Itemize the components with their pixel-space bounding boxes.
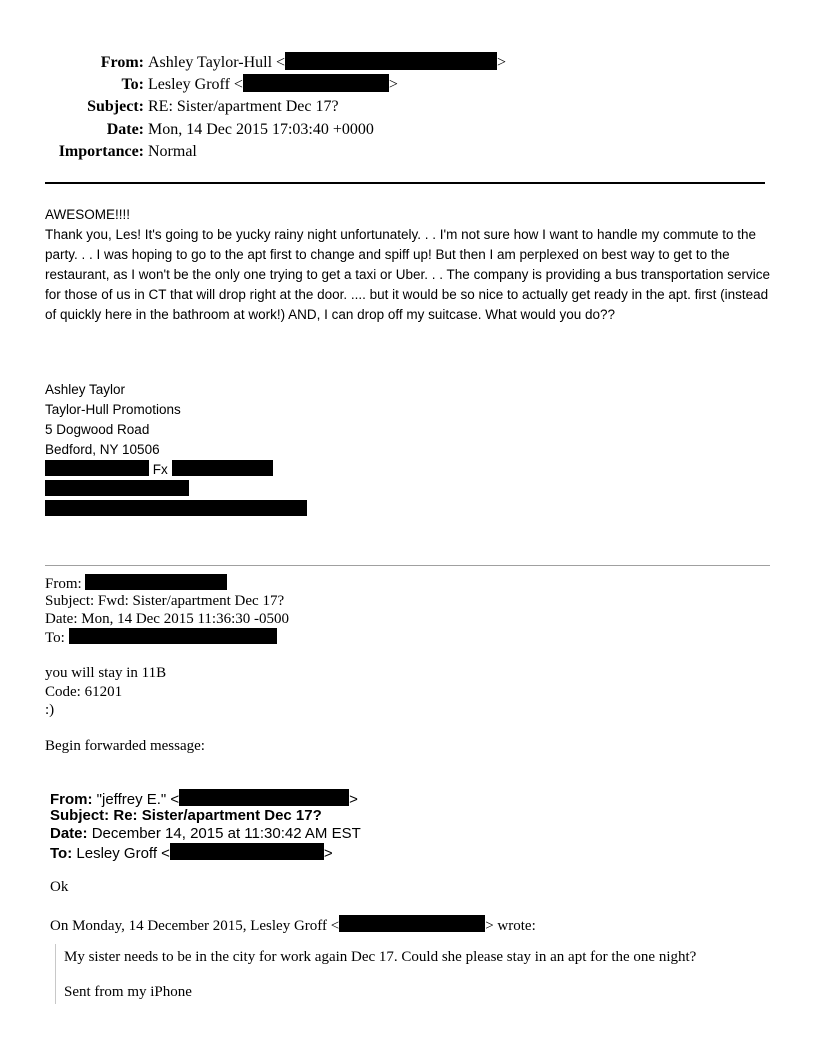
redaction-bar (69, 628, 277, 644)
quoted-line: My sister needs to be in the city for work again Dec 17. Could she please stay in an apt for the one night? (64, 949, 697, 965)
header-to-row (44, 74, 506, 96)
signature-fax-label: Fx (152, 462, 168, 477)
signature-redacted-line (45, 480, 445, 500)
forward-note-line: Code: 61201 (45, 683, 123, 700)
forward-note-line: :) (45, 702, 55, 718)
inner-date-label: Date: (50, 825, 88, 842)
signature (45, 380, 445, 520)
forwarded-from (45, 574, 289, 592)
inner-header (50, 789, 361, 861)
quoted-signature: Sent from my iPhone (64, 984, 192, 1000)
forwarded-from-label: From: (45, 576, 82, 592)
signature-name: Ashley Taylor (45, 382, 126, 397)
attribution-suffix: > wrote: (485, 918, 536, 934)
forwarded-header (45, 574, 289, 646)
inner-date-value: December 14, 2015 at 11:30:42 AM EST (91, 825, 361, 842)
forwarded-subject: Subject: Fwd: Sister/apartment Dec 17? (45, 593, 285, 609)
to-close: > (388, 76, 398, 94)
importance-label: Importance: (58, 142, 144, 160)
redaction-bar (45, 500, 307, 516)
from-label: From: (100, 54, 144, 71)
inner-from-close: > (349, 791, 358, 808)
begin-forwarded-label: Begin forwarded message: (45, 738, 205, 754)
redaction-bar (45, 480, 189, 496)
from-name: Ashley Taylor-Hull < (148, 54, 286, 71)
from-close: > (497, 54, 507, 71)
email-header (44, 52, 506, 163)
signature-street: 5 Dogwood Road (45, 422, 150, 437)
inner-from-label: From: (50, 791, 93, 808)
redaction-bar (339, 915, 485, 932)
forwarded-to (45, 628, 289, 646)
inner-subject-value: Re: Sister/apartment Dec 17? (113, 807, 322, 824)
subject-value: RE: Sister/apartment Dec 17? (148, 98, 339, 116)
forwarded-date: Date: Mon, 14 Dec 2015 11:36:30 -0500 (45, 611, 289, 627)
forwarded-to-label: To: (45, 630, 65, 646)
forward-divider (45, 565, 770, 566)
signature-city: Bedford, NY 10506 (45, 442, 160, 457)
inner-to (50, 843, 361, 861)
attribution-prefix: On Monday, 14 December 2015, Lesley Groff < (50, 918, 340, 934)
body-greeting: AWESOME!!!! (45, 207, 131, 222)
date-value: Mon, 14 Dec 2015 17:03:40 +0000 (148, 120, 374, 138)
signature-redacted-line (45, 500, 445, 520)
header-from-row (44, 52, 506, 74)
redaction-bar (170, 843, 324, 860)
inner-to-label: To: (50, 845, 73, 862)
redaction-bar (85, 574, 227, 590)
to-label: To: (121, 76, 144, 94)
forward-note (45, 664, 166, 720)
reply-ok: Ok (50, 879, 69, 895)
header-importance-row (44, 141, 506, 163)
quote-attribution (50, 915, 536, 935)
date-label: Date: (106, 120, 144, 138)
body-paragraph: Thank you, Les! It's going to be yucky rainy night unfortunately. . . I'm not sure how I want to handle my commute to the party. . . I was hoping to go to the apt first to change and spiff up! But then I am perplexed on best way to get to the restaurant, as I won't be the only one trying to get a taxi or Uber. . . The company is providing a bus transportation service for those of us in CT that will drop right at the door. .... but it would be so nice to actually get ready in the apt. first (instead of quickly here in the bathroom at work!) AND, I can drop off my suitcase. What would you do?? (45, 227, 770, 322)
signature-company: Taylor-Hull Promotions (45, 402, 181, 417)
redaction-bar (172, 460, 273, 476)
email-body (45, 205, 775, 325)
signature-phone-fax (45, 460, 445, 480)
quoted-message (55, 944, 696, 1004)
redaction-bar (285, 52, 497, 70)
redaction-bar (243, 74, 389, 92)
subject-label: Subject: (87, 98, 144, 116)
redaction-bar (45, 460, 149, 476)
header-divider (45, 182, 765, 184)
inner-subject-label: Subject: (50, 807, 110, 824)
inner-from (50, 789, 361, 807)
inner-to-value: Lesley Groff < (76, 845, 170, 862)
inner-to-close: > (323, 845, 333, 862)
inner-date (50, 825, 361, 843)
forward-note-line: you will stay in 11B (45, 665, 167, 681)
inner-from-value: "jeffrey E." < (96, 791, 180, 808)
importance-value: Normal (148, 142, 197, 160)
to-name: Lesley Groff < (148, 76, 243, 94)
header-subject-row (44, 96, 506, 118)
header-date-row (44, 119, 506, 141)
inner-subject (50, 807, 361, 825)
redaction-bar (179, 789, 349, 806)
